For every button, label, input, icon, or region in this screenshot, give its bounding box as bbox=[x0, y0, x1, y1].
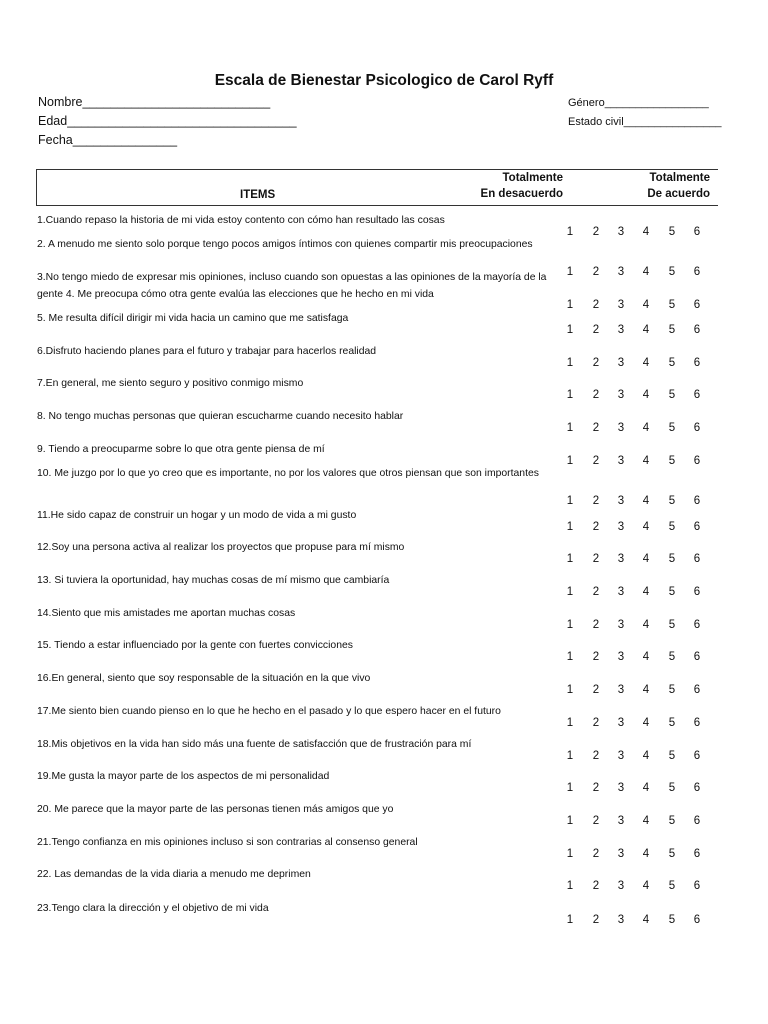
rating-option-2[interactable]: 2 bbox=[592, 848, 600, 860]
page-title: Escala de Bienestar Psicologico de Carol Ryff bbox=[214, 72, 554, 89]
item-row bbox=[37, 737, 737, 767]
item-text: 12.Soy una persona activa al realizar los proyectos que propuse para mí mismo bbox=[37, 542, 405, 553]
rating-option-6[interactable]: 6 bbox=[693, 553, 701, 565]
item-text: 16.En general, siento que soy responsable de la situación en la que vivo bbox=[37, 673, 371, 684]
item-row bbox=[37, 573, 737, 603]
rating-option-1[interactable]: 1 bbox=[566, 914, 574, 926]
rating-option-2[interactable]: 2 bbox=[592, 422, 600, 434]
rating-option-3[interactable]: 3 bbox=[617, 324, 625, 336]
rating-option-5[interactable]: 5 bbox=[668, 455, 676, 467]
rating-options bbox=[37, 389, 737, 405]
rating-option-6[interactable]: 6 bbox=[693, 586, 701, 598]
rating-option-2[interactable]: 2 bbox=[592, 750, 600, 762]
rating-option-1[interactable]: 1 bbox=[566, 815, 574, 827]
rating-option-5[interactable]: 5 bbox=[668, 357, 676, 369]
rating-option-4[interactable]: 4 bbox=[642, 389, 650, 401]
rating-option-3[interactable]: 3 bbox=[617, 455, 625, 467]
item-row bbox=[37, 901, 737, 931]
rating-option-1[interactable]: 1 bbox=[566, 880, 574, 892]
rating-option-1[interactable]: 1 bbox=[566, 357, 574, 369]
rating-options bbox=[37, 422, 737, 438]
rating-option-1[interactable]: 1 bbox=[566, 521, 574, 533]
item-text: 21.Tengo confianza en mis opiniones incluso si son contrarias al consenso general bbox=[37, 837, 418, 848]
rating-option-4[interactable]: 4 bbox=[642, 848, 650, 860]
item-row bbox=[37, 671, 737, 701]
rating-option-2[interactable]: 2 bbox=[592, 880, 600, 892]
rating-option-1[interactable]: 1 bbox=[566, 717, 574, 729]
rating-option-1[interactable]: 1 bbox=[566, 684, 574, 696]
rating-option-2[interactable]: 2 bbox=[592, 619, 600, 631]
rating-option-2[interactable]: 2 bbox=[592, 717, 600, 729]
rating-option-3[interactable]: 3 bbox=[617, 553, 625, 565]
estado-civil-field[interactable]: Estado civil________________ bbox=[568, 116, 722, 128]
rating-option-3[interactable]: 3 bbox=[617, 266, 625, 278]
items-header: ITEMS bbox=[240, 189, 276, 201]
rating-option-3[interactable]: 3 bbox=[617, 521, 625, 533]
rating-option-5[interactable]: 5 bbox=[668, 226, 676, 238]
rating-option-2[interactable]: 2 bbox=[592, 495, 600, 507]
rating-option-4[interactable]: 4 bbox=[642, 357, 650, 369]
rating-option-1[interactable]: 1 bbox=[566, 455, 574, 467]
edad-field[interactable]: Edad_________________________________ bbox=[38, 114, 297, 128]
item-text: 22. Las demandas de la vida diaria a menudo me deprimen bbox=[37, 869, 311, 880]
rating-option-2[interactable]: 2 bbox=[592, 684, 600, 696]
rating-options bbox=[37, 324, 737, 340]
rating-option-1[interactable]: 1 bbox=[566, 619, 574, 631]
rating-option-5[interactable]: 5 bbox=[668, 880, 676, 892]
item-text: 13. Si tuviera la oportunidad, hay muchas cosas de mí mismo que cambiaría bbox=[37, 575, 390, 586]
rating-option-4[interactable]: 4 bbox=[642, 782, 650, 794]
rating-option-2[interactable]: 2 bbox=[592, 553, 600, 565]
rating-option-6[interactable]: 6 bbox=[693, 880, 701, 892]
item-text: 8. No tengo muchas personas que quieran escucharme cuando necesito hablar bbox=[37, 411, 404, 422]
rating-option-3[interactable]: 3 bbox=[617, 226, 625, 238]
rating-option-3[interactable]: 3 bbox=[617, 848, 625, 860]
rating-option-4[interactable]: 4 bbox=[642, 455, 650, 467]
item-text: 19.Me gusta la mayor parte de los aspectos de mi personalidad bbox=[37, 771, 330, 782]
item-text: 2. A menudo me siento solo porque tengo pocos amigos íntimos con quienes compartir mis preocupaciones bbox=[37, 239, 533, 250]
rating-option-4[interactable]: 4 bbox=[642, 815, 650, 827]
header-top-border bbox=[36, 169, 718, 170]
rating-options bbox=[37, 357, 737, 373]
rating-option-1[interactable]: 1 bbox=[566, 422, 574, 434]
rating-option-6[interactable]: 6 bbox=[693, 226, 701, 238]
item-text: 7.En general, me siento seguro y positivo conmigo mismo bbox=[37, 378, 304, 389]
rating-option-5[interactable]: 5 bbox=[668, 782, 676, 794]
rating-options bbox=[37, 815, 737, 831]
rating-option-2[interactable]: 2 bbox=[592, 586, 600, 598]
rating-option-5[interactable]: 5 bbox=[668, 422, 676, 434]
rating-options bbox=[37, 553, 737, 569]
rating-option-3[interactable]: 3 bbox=[617, 782, 625, 794]
rating-option-5[interactable]: 5 bbox=[668, 495, 676, 507]
item-text: 3.No tengo miedo de expresar mis opiniones, incluso cuando son opuestas a las opiniones de la mayoría de la gente 4. Me preocupa cómo otra gente evalúa las elecciones que he hecho en mi vida bbox=[37, 272, 547, 300]
rating-option-6[interactable]: 6 bbox=[693, 684, 701, 696]
rating-option-5[interactable]: 5 bbox=[668, 717, 676, 729]
rating-option-2[interactable]: 2 bbox=[592, 389, 600, 401]
rating-option-1[interactable]: 1 bbox=[566, 586, 574, 598]
rating-option-3[interactable]: 3 bbox=[617, 586, 625, 598]
rating-option-6[interactable]: 6 bbox=[693, 914, 701, 926]
rating-option-1[interactable]: 1 bbox=[566, 848, 574, 860]
rating-option-5[interactable]: 5 bbox=[668, 815, 676, 827]
rating-option-1[interactable]: 1 bbox=[566, 299, 574, 311]
disagree-header-line2: En desacuerdo bbox=[480, 188, 563, 200]
rating-options bbox=[37, 651, 737, 667]
item-row bbox=[37, 835, 737, 865]
item-row bbox=[37, 540, 737, 570]
rating-option-4[interactable]: 4 bbox=[642, 226, 650, 238]
rating-option-4[interactable]: 4 bbox=[642, 586, 650, 598]
rating-option-2[interactable]: 2 bbox=[592, 815, 600, 827]
rating-option-5[interactable]: 5 bbox=[668, 324, 676, 336]
rating-option-5[interactable]: 5 bbox=[668, 619, 676, 631]
rating-option-4[interactable]: 4 bbox=[642, 914, 650, 926]
rating-option-6[interactable]: 6 bbox=[693, 651, 701, 663]
rating-option-4[interactable]: 4 bbox=[642, 266, 650, 278]
rating-option-6[interactable]: 6 bbox=[693, 495, 701, 507]
item-row bbox=[37, 867, 737, 897]
rating-option-4[interactable]: 4 bbox=[642, 619, 650, 631]
rating-option-5[interactable]: 5 bbox=[668, 684, 676, 696]
rating-options bbox=[37, 619, 737, 635]
item-row bbox=[37, 270, 737, 311]
item-text: 9. Tiendo a preocuparme sobre lo que otra gente piensa de mí bbox=[37, 444, 325, 455]
item-text: 11.He sido capaz de construir un hogar y un modo de vida a mi gusto bbox=[37, 510, 357, 521]
item-row bbox=[37, 704, 737, 734]
rating-option-4[interactable]: 4 bbox=[642, 324, 650, 336]
rating-option-6[interactable]: 6 bbox=[693, 266, 701, 278]
rating-option-1[interactable]: 1 bbox=[566, 389, 574, 401]
rating-option-2[interactable]: 2 bbox=[592, 226, 600, 238]
item-row bbox=[37, 802, 737, 832]
rating-option-1[interactable]: 1 bbox=[566, 782, 574, 794]
rating-option-2[interactable]: 2 bbox=[592, 455, 600, 467]
rating-option-1[interactable]: 1 bbox=[566, 495, 574, 507]
rating-option-3[interactable]: 3 bbox=[617, 389, 625, 401]
item-row bbox=[37, 311, 737, 341]
item-row bbox=[37, 638, 737, 668]
rating-option-1[interactable]: 1 bbox=[566, 226, 574, 238]
rating-option-1[interactable]: 1 bbox=[566, 324, 574, 336]
rating-option-1[interactable]: 1 bbox=[566, 651, 574, 663]
rating-options bbox=[37, 586, 737, 602]
rating-option-2[interactable]: 2 bbox=[592, 914, 600, 926]
item-row bbox=[37, 508, 737, 538]
rating-options bbox=[37, 717, 737, 733]
rating-option-6[interactable]: 6 bbox=[693, 717, 701, 729]
rating-option-4[interactable]: 4 bbox=[642, 684, 650, 696]
rating-option-6[interactable]: 6 bbox=[693, 455, 701, 467]
rating-option-5[interactable]: 5 bbox=[668, 651, 676, 663]
rating-option-4[interactable]: 4 bbox=[642, 521, 650, 533]
item-text: 23.Tengo clara la dirección y el objetivo de mi vida bbox=[37, 903, 269, 914]
rating-option-3[interactable]: 3 bbox=[617, 717, 625, 729]
item-text: 17.Me siento bien cuando pienso en lo que he hecho en el pasado y lo que espero hacer en el futuro bbox=[37, 706, 501, 717]
item-text: 10. Me juzgo por lo que yo creo que es importante, no por los valores que otros piensan que son importantes bbox=[37, 468, 539, 479]
rating-option-6[interactable]: 6 bbox=[693, 782, 701, 794]
rating-option-3[interactable]: 3 bbox=[617, 357, 625, 369]
item-text: 5. Me resulta difícil dirigir mi vida hacia un camino que me satisfaga bbox=[37, 313, 349, 324]
rating-option-6[interactable]: 6 bbox=[693, 521, 701, 533]
rating-option-4[interactable]: 4 bbox=[642, 717, 650, 729]
rating-option-5[interactable]: 5 bbox=[668, 914, 676, 926]
item-text: 18.Mis objetivos en la vida han sido más una fuente de satisfacción que de frustración para mí bbox=[37, 739, 472, 750]
rating-option-4[interactable]: 4 bbox=[642, 553, 650, 565]
rating-option-6[interactable]: 6 bbox=[693, 357, 701, 369]
rating-option-2[interactable]: 2 bbox=[592, 782, 600, 794]
rating-option-3[interactable]: 3 bbox=[617, 750, 625, 762]
rating-option-5[interactable]: 5 bbox=[668, 266, 676, 278]
rating-option-3[interactable]: 3 bbox=[617, 619, 625, 631]
rating-option-4[interactable]: 4 bbox=[642, 750, 650, 762]
rating-option-2[interactable]: 2 bbox=[592, 651, 600, 663]
item-row bbox=[37, 466, 737, 507]
rating-option-6[interactable]: 6 bbox=[693, 389, 701, 401]
rating-option-4[interactable]: 4 bbox=[642, 299, 650, 311]
rating-options bbox=[37, 521, 737, 537]
rating-option-3[interactable]: 3 bbox=[617, 914, 625, 926]
rating-option-5[interactable]: 5 bbox=[668, 553, 676, 565]
rating-option-3[interactable]: 3 bbox=[617, 880, 625, 892]
disagree-header-line1: Totalmente bbox=[502, 172, 563, 184]
agree-header-line1: Totalmente bbox=[649, 172, 710, 184]
rating-options bbox=[37, 880, 737, 896]
rating-option-5[interactable]: 5 bbox=[668, 750, 676, 762]
rating-option-5[interactable]: 5 bbox=[668, 848, 676, 860]
rating-option-4[interactable]: 4 bbox=[642, 880, 650, 892]
header-bottom-border bbox=[36, 205, 718, 206]
item-text: 20. Me parece que la mayor parte de las personas tienen más amigos que yo bbox=[37, 804, 394, 815]
rating-option-6[interactable]: 6 bbox=[693, 299, 701, 311]
rating-options bbox=[37, 914, 737, 930]
rating-option-1[interactable]: 1 bbox=[566, 266, 574, 278]
rating-option-2[interactable]: 2 bbox=[592, 357, 600, 369]
item-row bbox=[37, 606, 737, 636]
rating-option-6[interactable]: 6 bbox=[693, 848, 701, 860]
rating-options bbox=[37, 684, 737, 700]
item-row bbox=[37, 237, 737, 278]
rating-option-1[interactable]: 1 bbox=[566, 553, 574, 565]
item-row bbox=[37, 376, 737, 406]
rating-option-3[interactable]: 3 bbox=[617, 299, 625, 311]
rating-option-6[interactable]: 6 bbox=[693, 324, 701, 336]
item-text: 1.Cuando repaso la historia de mi vida estoy contento con cómo han resultado las cosas bbox=[37, 215, 445, 226]
rating-option-5[interactable]: 5 bbox=[668, 299, 676, 311]
rating-option-5[interactable]: 5 bbox=[668, 586, 676, 598]
rating-option-3[interactable]: 3 bbox=[617, 684, 625, 696]
rating-option-6[interactable]: 6 bbox=[693, 750, 701, 762]
rating-option-3[interactable]: 3 bbox=[617, 495, 625, 507]
fecha-field[interactable]: Fecha_______________ bbox=[38, 133, 178, 147]
item-row bbox=[37, 769, 737, 799]
rating-option-3[interactable]: 3 bbox=[617, 815, 625, 827]
item-row bbox=[37, 409, 737, 439]
rating-option-6[interactable]: 6 bbox=[693, 815, 701, 827]
rating-option-4[interactable]: 4 bbox=[642, 422, 650, 434]
rating-option-2[interactable]: 2 bbox=[592, 324, 600, 336]
rating-option-1[interactable]: 1 bbox=[566, 750, 574, 762]
rating-option-6[interactable]: 6 bbox=[693, 619, 701, 631]
item-text: 6.Disfruto haciendo planes para el futuro y trabajar para hacerlos realidad bbox=[37, 346, 377, 357]
rating-option-5[interactable]: 5 bbox=[668, 389, 676, 401]
rating-option-3[interactable]: 3 bbox=[617, 651, 625, 663]
header-left-border bbox=[36, 169, 37, 205]
rating-options bbox=[37, 848, 737, 864]
rating-option-6[interactable]: 6 bbox=[693, 422, 701, 434]
rating-options bbox=[37, 782, 737, 798]
rating-option-3[interactable]: 3 bbox=[617, 422, 625, 434]
nombre-field[interactable]: Nombre___________________________ bbox=[38, 95, 271, 109]
genero-field[interactable]: Género_________________ bbox=[568, 97, 709, 109]
agree-header-line2: De acuerdo bbox=[647, 188, 710, 200]
item-text: 14.Siento que mis amistades me aportan muchas cosas bbox=[37, 608, 296, 619]
item-text: 15. Tiendo a estar influenciado por la gente con fuertes convicciones bbox=[37, 640, 353, 651]
rating-option-5[interactable]: 5 bbox=[668, 521, 676, 533]
rating-option-2[interactable]: 2 bbox=[592, 521, 600, 533]
item-row bbox=[37, 344, 737, 374]
rating-option-4[interactable]: 4 bbox=[642, 651, 650, 663]
rating-option-2[interactable]: 2 bbox=[592, 266, 600, 278]
rating-option-2[interactable]: 2 bbox=[592, 299, 600, 311]
rating-option-4[interactable]: 4 bbox=[642, 495, 650, 507]
rating-options bbox=[37, 750, 737, 766]
